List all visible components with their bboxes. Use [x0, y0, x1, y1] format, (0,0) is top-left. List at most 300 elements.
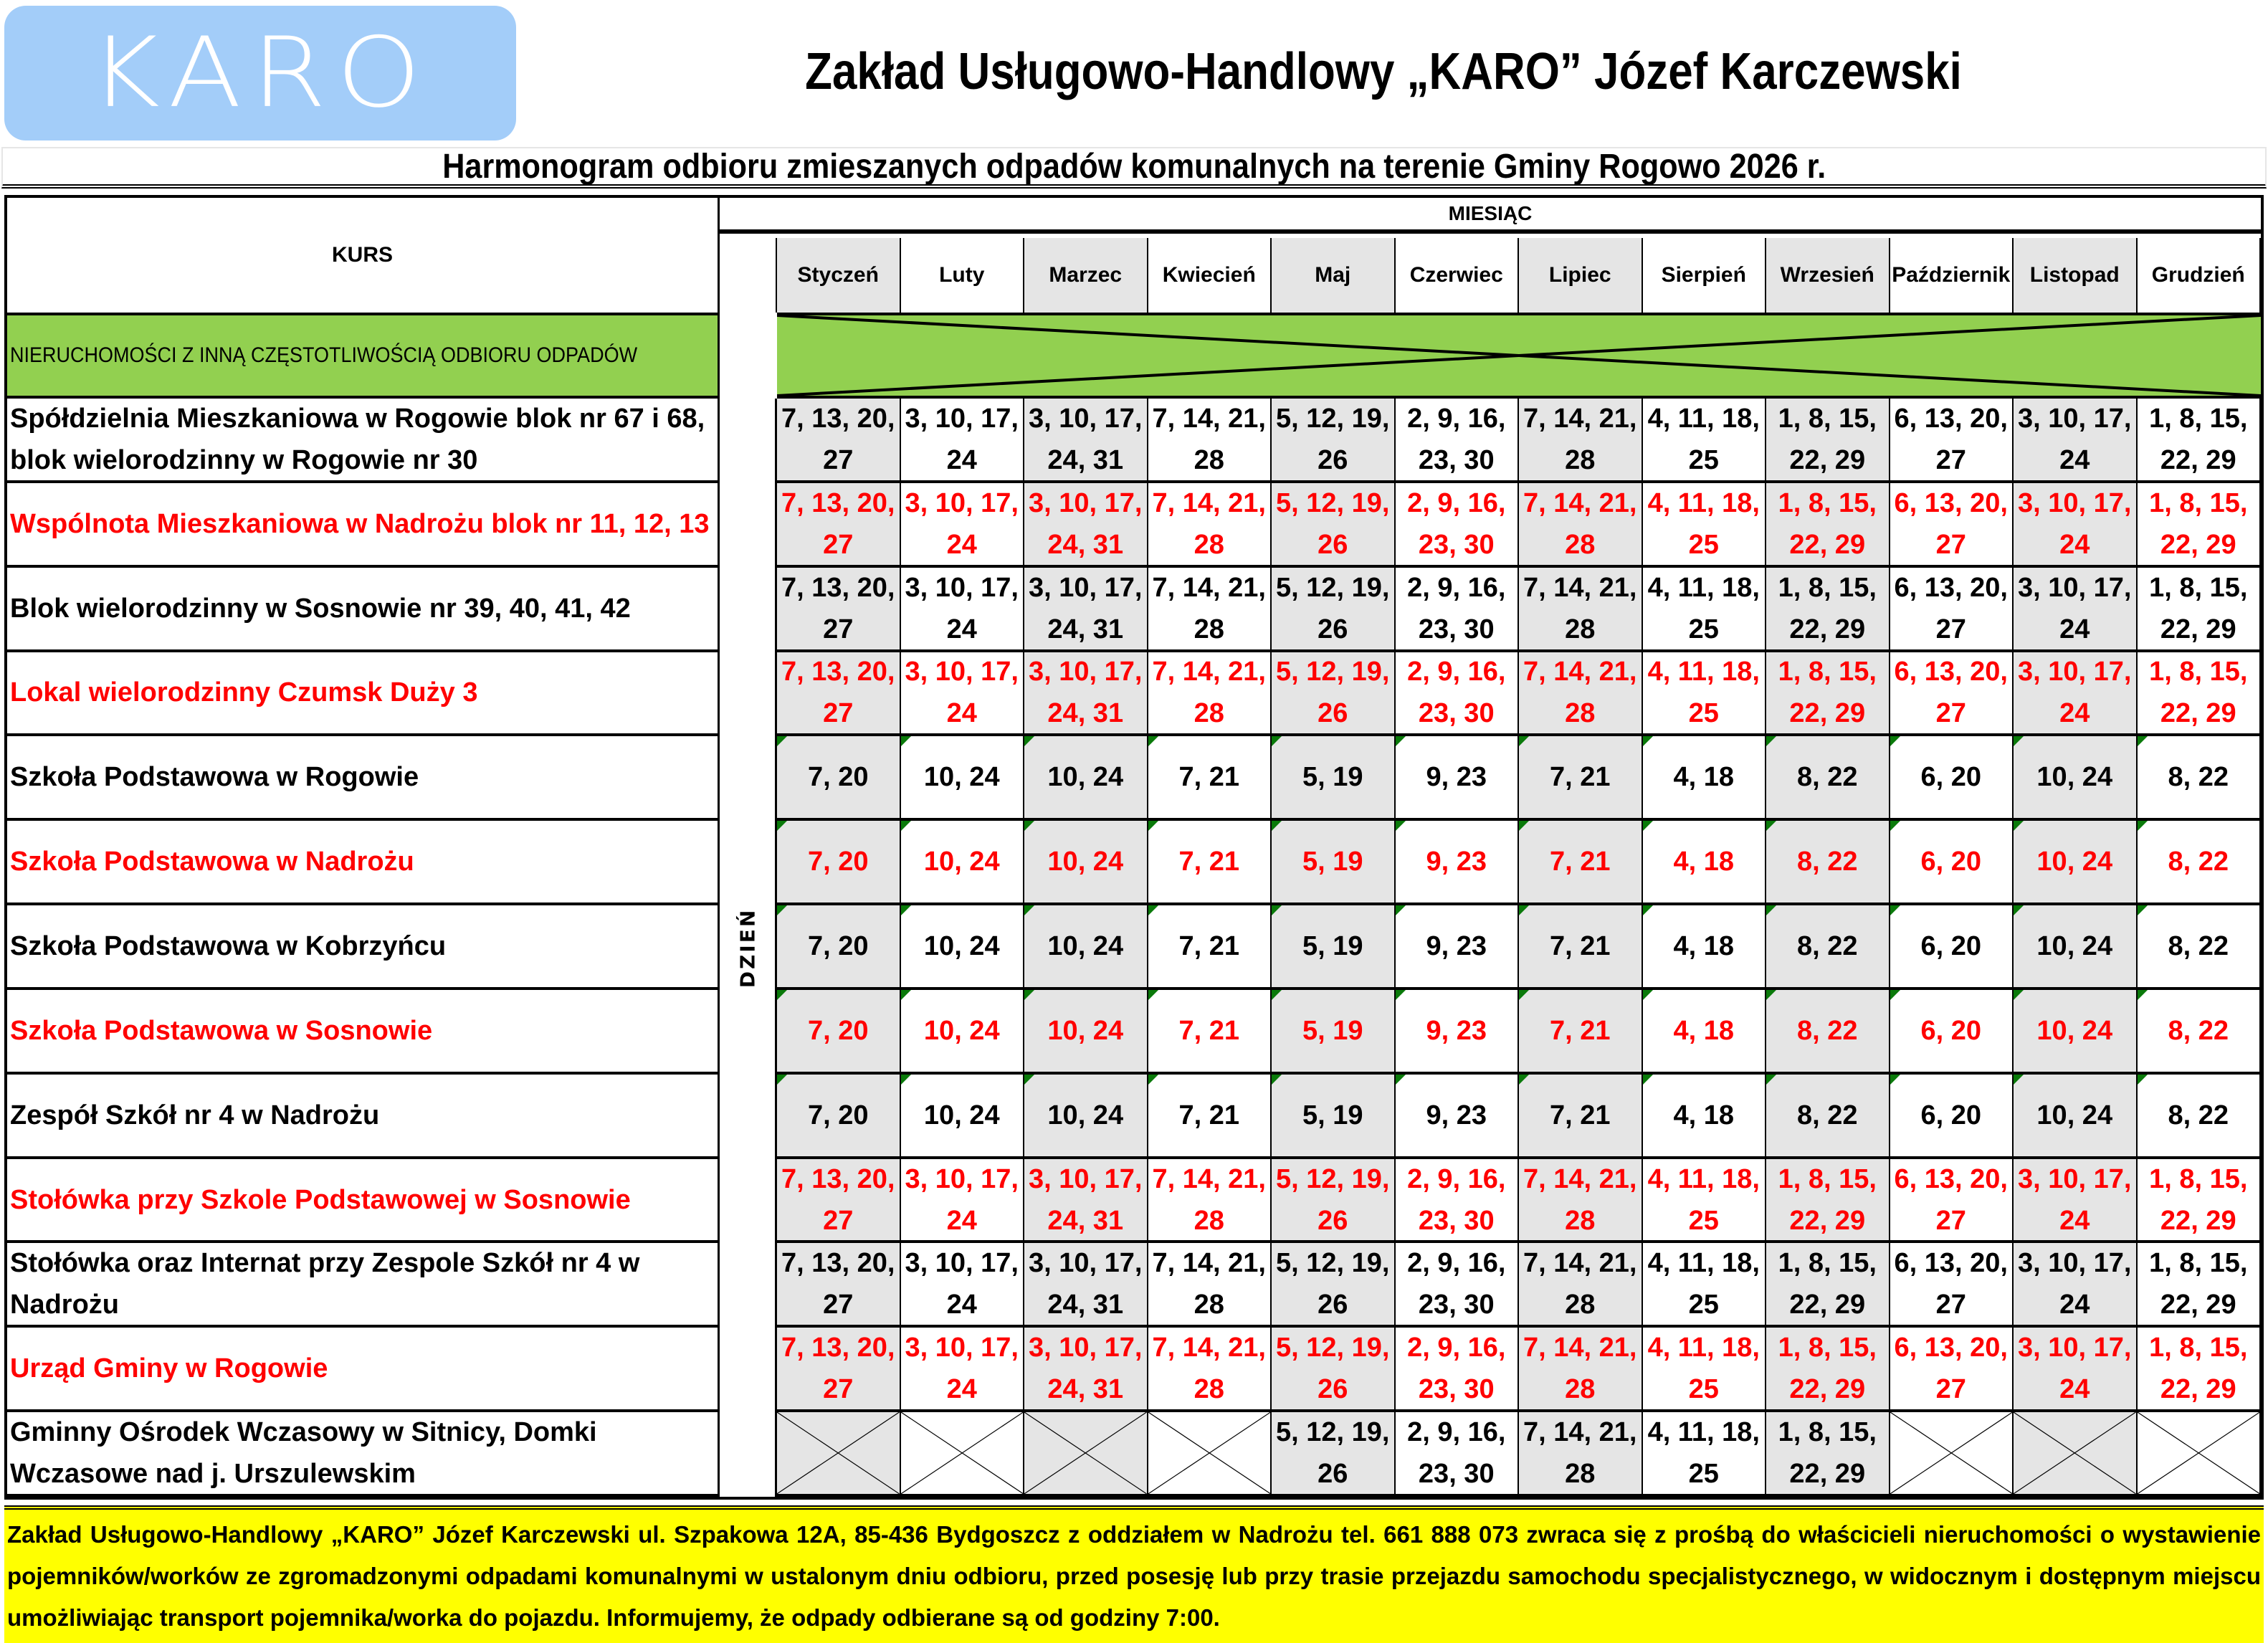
comment-marker-icon — [1890, 990, 1900, 1000]
pickup-dates-cell — [1148, 399, 1272, 483]
pickup-dates-cell — [777, 483, 901, 568]
pickup-dates: 7, 20 — [807, 930, 869, 961]
comment-marker-icon — [777, 990, 787, 1000]
pickup-dates-cell — [1643, 990, 1767, 1075]
pickup-dates: 4, 11, 18, 25 — [1647, 657, 1760, 729]
pickup-dates-cell — [1148, 736, 1272, 821]
month-header: Styczeń — [777, 238, 901, 313]
comment-marker-icon — [1024, 821, 1034, 831]
comment-marker-icon — [1766, 736, 1776, 746]
row-label: Szkoła Podstawowa w Kobrzyńcu — [7, 905, 720, 990]
pickup-dates-cell — [901, 736, 1025, 821]
pickup-dates-cell — [2138, 736, 2262, 821]
pickup-dates: 4, 11, 18, 25 — [1647, 1163, 1760, 1236]
pickup-dates-cell — [1766, 990, 1890, 1075]
pickup-dates: 6, 20 — [1920, 847, 1982, 877]
comment-marker-icon — [2138, 736, 2148, 746]
comment-marker-icon — [1519, 736, 1529, 746]
pickup-dates-cell — [901, 1159, 1025, 1244]
pickup-dates: 3, 10, 17, 24, 31 — [1029, 657, 1143, 729]
row-label: Gminny Ośrodek Wczasowy w Sitnicy, Domki Wczasowe nad j. Urszulewskim — [7, 1412, 720, 1497]
pickup-dates: 1, 8, 15, 22, 29 — [2149, 403, 2248, 475]
month-header: Maj — [1272, 238, 1396, 313]
pickup-dates-cell — [1148, 568, 1272, 652]
pickup-dates: 3, 10, 17, 24 — [905, 657, 1019, 729]
pickup-dates-cell — [2014, 1159, 2138, 1244]
pickup-dates: 3, 10, 17, 24 — [2018, 657, 2132, 729]
pickup-dates-cell — [1519, 821, 1643, 905]
pickup-dates: 10, 24 — [2036, 847, 2113, 877]
pickup-dates: 3, 10, 17, 24, 31 — [1029, 403, 1143, 475]
pickup-dates: 1, 8, 15, 22, 29 — [1778, 403, 1877, 475]
pickup-dates-cell — [1643, 399, 1767, 483]
pickup-dates-cell — [777, 1328, 901, 1412]
pickup-dates-cell — [1643, 1075, 1767, 1159]
pickup-dates-cell — [1396, 1159, 1520, 1244]
pickup-dates: 10, 24 — [923, 762, 1000, 793]
pickup-dates: 5, 19 — [1302, 1100, 1363, 1130]
pickup-dates-cell — [1890, 1075, 2014, 1159]
pickup-dates-cell — [777, 1075, 901, 1159]
pickup-dates-cell — [1024, 1328, 1148, 1412]
karo-logo — [4, 6, 516, 141]
pickup-dates: 5, 19 — [1302, 847, 1363, 877]
pickup-dates: 10, 24 — [1047, 1100, 1124, 1130]
no-pickup-cell — [777, 1412, 901, 1497]
comment-marker-icon — [777, 1075, 787, 1085]
pickup-dates: 3, 10, 17, 24, 31 — [1029, 572, 1143, 644]
pickup-dates: 7, 14, 21, 28 — [1152, 657, 1266, 729]
pickup-dates-cell — [1272, 990, 1396, 1075]
pickup-dates: 8, 22 — [1796, 930, 1858, 961]
pickup-dates: 10, 24 — [2036, 1015, 2113, 1046]
comment-marker-icon — [901, 821, 911, 831]
no-pickup-cell — [2014, 1412, 2138, 1497]
comment-marker-icon — [1272, 990, 1282, 1000]
pickup-dates: 6, 20 — [1920, 930, 1982, 961]
pickup-dates-cell — [1024, 905, 1148, 990]
pickup-dates-cell — [1272, 399, 1396, 483]
pickup-dates-cell — [1024, 1243, 1148, 1328]
cross-icon — [1148, 1412, 1271, 1494]
pickup-dates-cell — [1148, 990, 1272, 1075]
pickup-dates: 6, 13, 20, 27 — [1894, 572, 2008, 644]
comment-marker-icon — [1766, 1075, 1776, 1085]
pickup-dates-cell — [1519, 1075, 1643, 1159]
pickup-dates: 7, 13, 20, 27 — [781, 487, 895, 560]
pickup-dates: 6, 13, 20, 27 — [1894, 657, 2008, 729]
pickup-dates: 3, 10, 17, 24 — [905, 403, 1019, 475]
row-label: Lokal wielorodzinny Czumsk Duży 3 — [7, 652, 720, 737]
pickup-dates: 7, 14, 21, 28 — [1523, 1417, 1637, 1490]
pickup-dates: 10, 24 — [2036, 930, 2113, 961]
logo-text: KARO — [89, 16, 432, 130]
pickup-dates-cell — [1272, 1328, 1396, 1412]
pickup-dates-cell — [1766, 399, 1890, 483]
pickup-dates: 4, 11, 18, 25 — [1647, 1248, 1760, 1320]
pickup-dates: 8, 22 — [1796, 762, 1858, 793]
pickup-dates-cell — [2138, 821, 2262, 905]
pickup-dates: 8, 22 — [1796, 1015, 1858, 1046]
pickup-dates-cell — [777, 990, 901, 1075]
pickup-dates-cell — [1890, 652, 2014, 737]
pickup-dates-cell — [1024, 821, 1148, 905]
pickup-dates-cell — [901, 1075, 1025, 1159]
comment-marker-icon — [777, 821, 787, 831]
pickup-dates-cell — [1272, 1243, 1396, 1328]
pickup-dates-cell — [1024, 990, 1148, 1075]
pickup-dates: 6, 13, 20, 27 — [1894, 487, 2008, 560]
pickup-dates-cell — [1519, 736, 1643, 821]
pickup-dates-cell — [901, 652, 1025, 737]
month-header: Czerwiec — [1396, 238, 1520, 313]
month-header: Wrzesień — [1766, 238, 1890, 313]
pickup-dates: 7, 21 — [1178, 762, 1240, 793]
pickup-dates: 8, 22 — [2168, 1015, 2229, 1046]
comment-marker-icon — [901, 736, 911, 746]
pickup-dates: 7, 20 — [807, 1015, 869, 1046]
pickup-dates-cell — [1890, 990, 2014, 1075]
row-label: Stołówka oraz Internat przy Zespole Szkół nr 4 w Nadrożu — [7, 1243, 720, 1328]
comment-marker-icon — [777, 736, 787, 746]
pickup-dates: 3, 10, 17, 24, 31 — [1029, 1333, 1143, 1405]
pickup-dates: 9, 23 — [1426, 1100, 1487, 1130]
comment-marker-icon — [1519, 1075, 1529, 1085]
comment-marker-icon — [1643, 990, 1653, 1000]
pickup-dates-cell — [1519, 905, 1643, 990]
pickup-dates: 5, 12, 19, 26 — [1276, 657, 1390, 729]
pickup-dates-cell — [1890, 483, 2014, 568]
pickup-dates: 3, 10, 17, 24 — [2018, 487, 2132, 560]
pickup-dates: 10, 24 — [1047, 930, 1124, 961]
pickup-dates: 3, 10, 17, 24 — [2018, 1333, 2132, 1405]
pickup-dates-cell — [1766, 821, 1890, 905]
pickup-dates: 4, 11, 18, 25 — [1647, 1333, 1760, 1405]
comment-marker-icon — [1148, 1075, 1158, 1085]
pickup-dates: 3, 10, 17, 24, 31 — [1029, 1163, 1143, 1236]
pickup-dates: 7, 14, 21, 28 — [1523, 657, 1637, 729]
pickup-dates: 2, 9, 16, 23, 30 — [1407, 403, 1506, 475]
pickup-dates-cell — [1766, 736, 1890, 821]
pickup-dates-cell — [777, 652, 901, 737]
comment-marker-icon — [777, 905, 787, 915]
pickup-dates: 10, 24 — [923, 1015, 1000, 1046]
comment-marker-icon — [1766, 990, 1776, 1000]
pickup-dates-cell — [1643, 736, 1767, 821]
pickup-dates: 7, 14, 21, 28 — [1523, 572, 1637, 644]
pickup-dates-cell — [901, 483, 1025, 568]
pickup-dates-cell — [2138, 1328, 2262, 1412]
pickup-dates-cell — [1519, 1243, 1643, 1328]
pickup-dates-cell — [2014, 905, 2138, 990]
pickup-dates-cell — [901, 821, 1025, 905]
cross-icon — [1890, 1412, 2013, 1494]
comment-marker-icon — [2138, 1075, 2148, 1085]
row-label: Szkoła Podstawowa w Rogowie — [7, 736, 720, 821]
pickup-dates-cell — [2014, 568, 2138, 652]
pickup-dates: 7, 13, 20, 27 — [781, 657, 895, 729]
comment-marker-icon — [1643, 905, 1653, 915]
pickup-dates: 4, 11, 18, 25 — [1647, 403, 1760, 475]
pickup-dates-cell — [1890, 821, 2014, 905]
pickup-dates-cell — [1148, 905, 1272, 990]
comment-marker-icon — [1519, 990, 1529, 1000]
comment-marker-icon — [2014, 736, 2024, 746]
pickup-dates-cell — [1396, 1075, 1520, 1159]
pickup-dates-cell — [777, 1159, 901, 1244]
comment-marker-icon — [1766, 821, 1776, 831]
pickup-dates-cell — [1272, 905, 1396, 990]
pickup-dates: 3, 10, 17, 24 — [2018, 1248, 2132, 1320]
pickup-dates: 7, 21 — [1549, 1100, 1611, 1130]
pickup-dates-cell — [1519, 483, 1643, 568]
month-header: Październik — [1890, 238, 2014, 313]
pickup-dates: 7, 13, 20, 27 — [781, 1248, 895, 1320]
pickup-dates-cell — [1766, 1159, 1890, 1244]
pickup-dates-cell — [1272, 1159, 1396, 1244]
comment-marker-icon — [1024, 990, 1034, 1000]
pickup-dates: 2, 9, 16, 23, 30 — [1407, 657, 1506, 729]
pickup-dates: 5, 12, 19, 26 — [1276, 1163, 1390, 1236]
pickup-dates: 8, 22 — [2168, 1100, 2229, 1130]
pickup-dates-cell — [2138, 905, 2262, 990]
comment-marker-icon — [1272, 905, 1282, 915]
pickup-dates: 7, 13, 20, 27 — [781, 1333, 895, 1405]
row-label: Szkoła Podstawowa w Sosnowie — [7, 990, 720, 1075]
pickup-dates: 10, 24 — [923, 930, 1000, 961]
pickup-dates: 10, 24 — [2036, 1100, 2113, 1130]
pickup-dates: 3, 10, 17, 24, 31 — [1029, 1248, 1143, 1320]
pickup-dates: 7, 20 — [807, 847, 869, 877]
pickup-dates: 3, 10, 17, 24 — [2018, 403, 2132, 475]
comment-marker-icon — [1396, 736, 1406, 746]
section-crossed-cell — [777, 313, 2261, 399]
pickup-dates-cell — [1148, 1243, 1272, 1328]
pickup-dates: 3, 10, 17, 24, 31 — [1029, 487, 1143, 560]
pickup-dates-cell — [2014, 1328, 2138, 1412]
pickup-dates: 3, 10, 17, 24 — [2018, 1163, 2132, 1236]
pickup-dates: 7, 21 — [1178, 930, 1240, 961]
row-label: Szkoła Podstawowa w Nadrożu — [7, 821, 720, 905]
month-header: Grudzień — [2138, 238, 2262, 313]
pickup-dates: 1, 8, 15, 22, 29 — [2149, 1248, 2248, 1320]
comment-marker-icon — [2014, 905, 2024, 915]
pickup-dates: 5, 12, 19, 26 — [1276, 1333, 1390, 1405]
pickup-dates-cell — [2138, 1243, 2262, 1328]
pickup-dates: 7, 14, 21, 28 — [1523, 1163, 1637, 1236]
pickup-dates: 5, 12, 19, 26 — [1276, 487, 1390, 560]
pickup-dates: 9, 23 — [1426, 762, 1487, 793]
cross-icon — [1024, 1412, 1147, 1494]
pickup-dates: 7, 14, 21, 28 — [1152, 1248, 1266, 1320]
pickup-dates: 6, 13, 20, 27 — [1894, 1163, 2008, 1236]
pickup-dates-cell — [1766, 568, 1890, 652]
pickup-dates-cell — [1643, 568, 1767, 652]
pickup-dates: 1, 8, 15, 22, 29 — [1778, 572, 1877, 644]
no-pickup-cell — [1148, 1412, 1272, 1497]
pickup-dates-cell — [1643, 652, 1767, 737]
pickup-dates: 3, 10, 17, 24 — [905, 572, 1019, 644]
cross-icon — [2014, 1412, 2136, 1494]
month-header: Sierpień — [1643, 238, 1767, 313]
month-group-header: MIESIĄC — [720, 198, 2261, 234]
pickup-dates: 7, 13, 20, 27 — [781, 403, 895, 475]
comment-marker-icon — [1148, 821, 1158, 831]
pickup-dates-cell — [2138, 990, 2262, 1075]
pickup-dates: 8, 22 — [2168, 762, 2229, 793]
pickup-dates-cell — [1519, 1328, 1643, 1412]
comment-marker-icon — [1890, 821, 1900, 831]
pickup-dates-cell — [1272, 652, 1396, 737]
month-header: Lipiec — [1519, 238, 1643, 313]
pickup-dates-cell — [1396, 483, 1520, 568]
pickup-dates-cell — [1643, 821, 1767, 905]
comment-marker-icon — [1396, 821, 1406, 831]
pickup-dates: 3, 10, 17, 24 — [905, 1248, 1019, 1320]
pickup-dates-cell — [1519, 1159, 1643, 1244]
pickup-dates: 5, 12, 19, 26 — [1276, 403, 1390, 475]
comment-marker-icon — [2138, 990, 2148, 1000]
pickup-dates-cell — [901, 1328, 1025, 1412]
pickup-dates: 6, 20 — [1920, 1100, 1982, 1130]
pickup-dates-cell — [1890, 736, 2014, 821]
no-pickup-cell — [1024, 1412, 1148, 1497]
row-label: Urząd Gminy w Rogowie — [7, 1328, 720, 1412]
pickup-dates-cell — [1272, 1412, 1396, 1497]
pickup-dates-cell — [1148, 1075, 1272, 1159]
row-label: Wspólnota Mieszkaniowa w Nadrożu blok nr 11, 12, 13 — [7, 483, 720, 568]
pickup-dates: 1, 8, 15, 22, 29 — [1778, 1333, 1877, 1405]
comment-marker-icon — [2138, 905, 2148, 915]
comment-marker-icon — [1024, 905, 1034, 915]
comment-marker-icon — [1766, 905, 1776, 915]
cross-icon — [2138, 1412, 2260, 1494]
month-header: Luty — [901, 238, 1025, 313]
pickup-dates: 1, 8, 15, 22, 29 — [1778, 487, 1877, 560]
pickup-dates: 2, 9, 16, 23, 30 — [1407, 1248, 1506, 1320]
pickup-dates-cell — [777, 905, 901, 990]
pickup-dates: 8, 22 — [1796, 847, 1858, 877]
pickup-dates-cell — [2014, 399, 2138, 483]
pickup-dates-cell — [1396, 1328, 1520, 1412]
pickup-dates: 4, 18 — [1673, 1015, 1735, 1046]
pickup-dates: 6, 20 — [1920, 762, 1982, 793]
pickup-dates: 7, 14, 21, 28 — [1152, 487, 1266, 560]
pickup-dates: 1, 8, 15, 22, 29 — [1778, 1248, 1877, 1320]
no-pickup-cell — [1890, 1412, 2014, 1497]
pickup-dates: 6, 13, 20, 27 — [1894, 1333, 2008, 1405]
pickup-dates: 1, 8, 15, 22, 29 — [2149, 657, 2248, 729]
pickup-dates-cell — [1396, 990, 1520, 1075]
comment-marker-icon — [1643, 1075, 1653, 1085]
pickup-dates: 2, 9, 16, 23, 30 — [1407, 1417, 1506, 1490]
pickup-dates-cell — [2138, 399, 2262, 483]
row-label: Blok wielorodzinny w Sosnowie nr 39, 40, 41, 42 — [7, 568, 720, 652]
comment-marker-icon — [1272, 821, 1282, 831]
pickup-dates: 7, 14, 21, 28 — [1523, 403, 1637, 475]
cross-icon — [777, 315, 2261, 396]
pickup-dates-cell — [1272, 483, 1396, 568]
pickup-dates-cell — [1643, 905, 1767, 990]
pickup-dates: 6, 13, 20, 27 — [1894, 403, 2008, 475]
comment-marker-icon — [901, 1075, 911, 1085]
pickup-dates-cell — [1396, 821, 1520, 905]
pickup-dates-cell — [901, 1243, 1025, 1328]
comment-marker-icon — [2014, 1075, 2024, 1085]
day-label: DZIEŃ — [735, 908, 759, 988]
pickup-dates-cell — [901, 990, 1025, 1075]
comment-marker-icon — [901, 905, 911, 915]
comment-marker-icon — [1272, 1075, 1282, 1085]
pickup-dates: 5, 19 — [1302, 762, 1363, 793]
comment-marker-icon — [1519, 905, 1529, 915]
pickup-dates: 7, 14, 21, 28 — [1152, 1163, 1266, 1236]
pickup-dates-cell — [1643, 1159, 1767, 1244]
pickup-dates: 5, 19 — [1302, 930, 1363, 961]
pickup-dates-cell — [1890, 568, 2014, 652]
pickup-dates-cell — [2014, 1243, 2138, 1328]
pickup-dates-cell — [2138, 483, 2262, 568]
pickup-dates-cell — [1890, 905, 2014, 990]
pickup-dates: 1, 8, 15, 22, 29 — [2149, 487, 2248, 560]
comment-marker-icon — [1272, 736, 1282, 746]
pickup-dates-cell — [1396, 905, 1520, 990]
pickup-dates: 7, 21 — [1178, 1100, 1240, 1130]
pickup-dates-cell — [1148, 652, 1272, 737]
comment-marker-icon — [1024, 736, 1034, 746]
company-title: Zakład Usługowo-Handlowy „KARO” Józef Karczewski — [805, 43, 1962, 100]
pickup-dates-cell — [2138, 652, 2262, 737]
pickup-dates: 1, 8, 15, 22, 29 — [2149, 572, 2248, 644]
pickup-dates-cell — [1766, 905, 1890, 990]
pickup-dates-cell — [1024, 568, 1148, 652]
pickup-dates: 1, 8, 15, 22, 29 — [1778, 1417, 1877, 1490]
pickup-dates-cell — [777, 821, 901, 905]
comment-marker-icon — [2014, 821, 2024, 831]
pickup-dates: 4, 18 — [1673, 930, 1735, 961]
pickup-dates-cell — [1890, 1243, 2014, 1328]
pickup-dates: 6, 20 — [1920, 1015, 1982, 1046]
pickup-dates: 10, 24 — [1047, 762, 1124, 793]
pickup-dates: 4, 11, 18, 25 — [1647, 487, 1760, 560]
pickup-dates-cell — [1148, 821, 1272, 905]
pickup-dates-cell — [1024, 1075, 1148, 1159]
pickup-dates: 1, 8, 15, 22, 29 — [1778, 1163, 1877, 1236]
pickup-dates: 1, 8, 15, 22, 29 — [2149, 1163, 2248, 1236]
row-label: Stołówka przy Szkole Podstawowej w Sosnowie — [7, 1159, 720, 1244]
comment-marker-icon — [2138, 821, 2148, 831]
pickup-dates-cell — [777, 736, 901, 821]
pickup-dates-cell — [777, 399, 901, 483]
schedule-title: Harmonogram odbioru zmieszanych odpadów komunalnych na terenie Gminy Rogowo 2026 r. — [1, 147, 2267, 189]
pickup-dates: 2, 9, 16, 23, 30 — [1407, 1333, 1506, 1405]
pickup-dates-cell — [1643, 1328, 1767, 1412]
pickup-dates-cell — [1396, 1243, 1520, 1328]
pickup-dates-cell — [1890, 399, 2014, 483]
pickup-dates: 8, 22 — [2168, 930, 2229, 961]
pickup-dates-cell — [901, 399, 1025, 483]
comment-marker-icon — [1148, 905, 1158, 915]
pickup-dates-cell — [2138, 1075, 2262, 1159]
day-header-spacer — [720, 238, 777, 313]
no-pickup-cell — [901, 1412, 1025, 1497]
row-label: Spółdzielnia Mieszkaniowa w Rogowie blok nr 67 i 68, blok wielorodzinny w Rogowie nr 30 — [7, 399, 720, 483]
pickup-dates: 4, 11, 18, 25 — [1647, 1417, 1760, 1490]
pickup-dates: 7, 14, 21, 28 — [1523, 1248, 1637, 1320]
pickup-dates-cell — [1519, 990, 1643, 1075]
comment-marker-icon — [1643, 821, 1653, 831]
pickup-dates: 4, 18 — [1673, 847, 1735, 877]
